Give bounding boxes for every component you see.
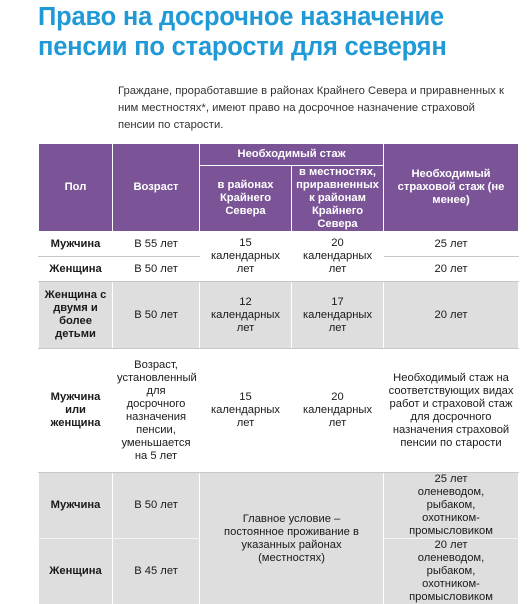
age-cell: В 50 лет (113, 473, 200, 539)
table-row (39, 473, 519, 539)
age-cell: В 50 лет (113, 257, 200, 282)
insurance-cell: 25 лет (384, 232, 519, 257)
insurance-cell: 20 лет (384, 282, 519, 349)
table-row (39, 232, 519, 257)
page-title: Право на досрочное назначение пенсии по старости для северян (38, 2, 518, 62)
far-north-cell: 15 календарных лет (200, 349, 292, 473)
gender-cell: Женщина (39, 257, 113, 282)
header-required-experience: Необходимый стаж (200, 144, 384, 166)
equated-areas-cell: 20 календарных лет (292, 232, 384, 282)
gender-cell: Женщина с двумя и более детьми (39, 282, 113, 349)
age-cell: Возраст, установленный для досрочного назначения пенсии, уменьшается на 5 лет (113, 349, 200, 473)
header-age: Возраст (113, 144, 200, 232)
insurance-cell: 20 лет оленеводом, рыбаком, охотником-промысловиком (384, 539, 519, 604)
age-cell: В 45 лет (113, 539, 200, 604)
header-far-north: в районах Крайнего Севера (200, 166, 292, 232)
gender-cell: Мужчина (39, 473, 113, 539)
insurance-cell: 25 лет оленеводом, рыбаком, охотником-промысловиком (384, 473, 519, 539)
condition-cell: Главное условие – постоянное проживание в указанных районах (местностях) (200, 473, 384, 604)
pension-table (38, 143, 519, 604)
table-row (39, 349, 519, 473)
gender-cell: Мужчина или женщина (39, 349, 113, 473)
age-cell: В 50 лет (113, 282, 200, 349)
age-cell: В 55 лет (113, 232, 200, 257)
insurance-cell: Необходимый стаж на соответствующих видах работ и страховой стаж для досрочного назначения страховой пенсии по старости (384, 349, 519, 473)
gender-cell: Женщина (39, 539, 113, 604)
far-north-cell: 12 календарных лет (200, 282, 292, 349)
table-row (39, 282, 519, 349)
equated-areas-cell: 20 календарных лет (292, 349, 384, 473)
equated-areas-cell: 17 календарных лет (292, 282, 384, 349)
insurance-cell: 20 лет (384, 257, 519, 282)
intro-paragraph: Граждане, проработавшие в районах Крайнего Севера и приравненных к ним местностях*, имеют право на досрочное назначение страховой пенсии по старости. (118, 83, 510, 134)
header-gender: Пол (39, 144, 113, 232)
header-insurance-experience: Необходимый страховой стаж (не менее) (384, 144, 519, 232)
far-north-cell: 15 календарных лет (200, 232, 292, 282)
header-equated-areas: в местностях, приравненных к районам Крайнего Севера (292, 166, 384, 232)
gender-cell: Мужчина (39, 232, 113, 257)
